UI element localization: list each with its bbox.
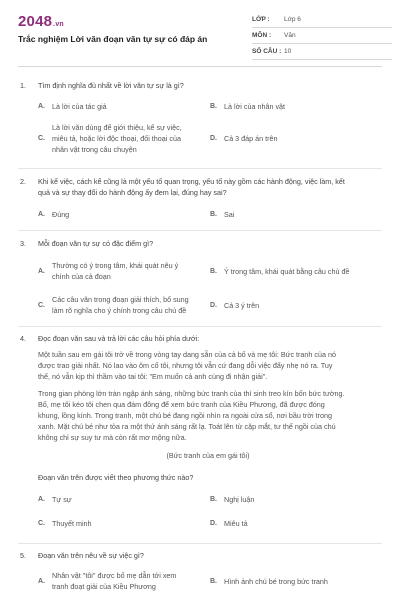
meta-key: LỚP : bbox=[252, 16, 270, 23]
option-text: Sai bbox=[224, 210, 235, 219]
option-text: Cả 3 đáp án trên bbox=[224, 134, 278, 143]
option-4b[interactable] bbox=[210, 494, 254, 505]
question-text bbox=[38, 176, 380, 198]
passage-source: (Bức tranh của em gái tôi) bbox=[166, 451, 250, 460]
option-5a[interactable] bbox=[38, 570, 176, 592]
option-letter: C. bbox=[38, 135, 45, 142]
option-3d[interactable] bbox=[210, 300, 259, 311]
option-text: Hình ảnh chú bé trong bức tranh bbox=[224, 577, 328, 586]
question-line: quả và sự thay đổi do hành động ấy đem lại, đúng hay sai? bbox=[38, 188, 227, 197]
option-letter: B. bbox=[210, 103, 217, 110]
question-number: 5. bbox=[20, 551, 26, 560]
option-letter: A. bbox=[38, 577, 45, 585]
page-title: Trắc nghiệm Lời văn đoạn văn tự sự có đáp án bbox=[18, 34, 208, 44]
meta-key: SỐ CÂU : bbox=[252, 48, 282, 55]
option-line: tranh đoạt giải của Kiều Phương bbox=[52, 582, 156, 591]
option-text bbox=[52, 122, 182, 155]
question-text: Đoạn văn trên nêu về sự việc gì? bbox=[38, 551, 144, 560]
question-text: Đọc đoạn văn sau và trả lời các câu hỏi phía dưới: bbox=[38, 334, 200, 343]
passage-line: Bố, mẹ tôi kéo tôi chen qua đám đông để xem bức tranh của Kiều Phương, đã được đóng bbox=[38, 400, 325, 409]
option-text: Là lời của tác giả bbox=[52, 102, 107, 111]
option-1c[interactable] bbox=[38, 122, 182, 155]
meta-key: MÔN : bbox=[252, 32, 272, 39]
question-3 bbox=[20, 238, 380, 249]
option-letter: B. bbox=[210, 211, 217, 218]
question-5 bbox=[20, 550, 380, 561]
option-letter: A. bbox=[38, 103, 45, 110]
logo-tld: .vn bbox=[53, 21, 64, 28]
passage-line: thế, nó vẫn kịp thì thầm vào tai tôi: "Em muốn cả anh cùng đi nhận giải". bbox=[38, 372, 268, 381]
option-1a[interactable] bbox=[38, 101, 107, 112]
question-number: 4. bbox=[20, 334, 26, 343]
meta-row-subject bbox=[252, 28, 392, 44]
option-letter: B. bbox=[210, 578, 217, 585]
option-text: Ý trong tâm, khái quát bằng câu chủ đề bbox=[224, 267, 350, 276]
meta-value: Lớp 6 bbox=[284, 16, 301, 23]
option-line: miêu tả, hoặc lời độc thoại, đối thoại của bbox=[52, 134, 181, 143]
option-line: nhân vật trong câu chuyện bbox=[52, 145, 137, 154]
question-separator bbox=[18, 543, 382, 544]
meta-table bbox=[252, 12, 392, 60]
question-number: 2. bbox=[20, 177, 26, 186]
sub-question-4 bbox=[20, 472, 380, 483]
option-text: Miêu tả bbox=[224, 519, 248, 528]
option-3a[interactable] bbox=[38, 260, 178, 282]
passage-line: Trong gian phòng lớn tràn ngập ánh sáng, những bức tranh của thí sinh treo kín bốn bức tường. bbox=[38, 389, 345, 398]
option-text: Nghị luận bbox=[224, 495, 255, 504]
option-1d[interactable] bbox=[210, 133, 278, 144]
question-separator bbox=[18, 230, 382, 231]
passage-line: Một tuần sau em gái tôi trở về trong vòng tay dang sẵn của cả bố và mẹ tôi: Bức tranh của nó bbox=[38, 350, 336, 359]
option-letter: A. bbox=[38, 211, 45, 218]
option-text bbox=[52, 570, 176, 592]
question-1 bbox=[20, 80, 380, 91]
meta-value: Văn bbox=[284, 32, 296, 39]
question-line: Khi kể việc, cách kể cũng là một yếu tố quan trọng, yếu tố này gồm các hành động, việc làm, kết bbox=[38, 177, 345, 186]
option-letter: C. bbox=[38, 520, 45, 527]
header-divider bbox=[18, 66, 382, 67]
question-number: 3. bbox=[20, 239, 26, 248]
quiz-content bbox=[0, 70, 400, 600]
option-letter: A. bbox=[38, 496, 45, 503]
passage-line: khung, lồng kính. Trong tranh, một chú bé đang ngồi nhìn ra ngoài cửa sổ, nơi bầu trời trong bbox=[38, 411, 332, 420]
option-letter: D. bbox=[210, 520, 217, 527]
passage-line: được trao giải nhất. Nó lao vào ôm cổ tôi, nhưng tôi vẫn cứ đang dỗi việc đẩy nhẹ nó ra. Tuy bbox=[38, 361, 333, 370]
option-3b[interactable] bbox=[210, 266, 349, 277]
page-header bbox=[0, 0, 400, 66]
option-text bbox=[52, 260, 178, 282]
passage-line: xanh. Mặt chú bé như tỏa ra một thứ ánh sáng rất lạ. Toát lên từ cặp mắt, tư thế ngồi của chú bbox=[38, 422, 336, 431]
question-2 bbox=[20, 176, 380, 198]
option-3c[interactable] bbox=[38, 294, 189, 316]
option-text: Tự sự bbox=[52, 495, 72, 504]
meta-value: 10 bbox=[284, 48, 292, 55]
option-2a[interactable] bbox=[38, 209, 69, 220]
option-2b[interactable] bbox=[210, 209, 234, 220]
option-text: Cả 3 ý trên bbox=[224, 301, 260, 310]
option-1b[interactable] bbox=[210, 101, 285, 112]
option-4d[interactable] bbox=[210, 518, 248, 529]
meta-row-class bbox=[252, 12, 392, 28]
question-text: Đoạn văn trên được viết theo phương thức nào? bbox=[38, 473, 194, 482]
question-text: Tìm định nghĩa đủ nhất về lời văn tự sự là gì? bbox=[38, 81, 184, 90]
reading-passage-paragraph-1 bbox=[38, 349, 378, 382]
option-letter: C. bbox=[38, 301, 45, 309]
option-line: chính của cả đoạn bbox=[52, 272, 111, 281]
option-letter: B. bbox=[210, 496, 217, 503]
option-4a[interactable] bbox=[38, 494, 72, 505]
site-logo[interactable] bbox=[18, 13, 64, 30]
option-text: Đúng bbox=[52, 210, 70, 219]
passage-line: không chỉ sự suy tư mà còn rất mơ mộng nữa. bbox=[38, 433, 187, 442]
option-letter: D. bbox=[210, 135, 217, 142]
meta-row-count bbox=[252, 44, 392, 60]
option-text bbox=[52, 294, 189, 316]
question-4 bbox=[20, 333, 380, 344]
option-line: Nhân vật "tôi" được bố mẹ dẫn tới xem bbox=[52, 571, 177, 580]
option-line: Các câu văn trong đoạn giải thích, bổ sung bbox=[52, 295, 189, 304]
option-line: làm rõ nghĩa cho ý chính trong câu chủ đề bbox=[52, 306, 187, 315]
option-5b[interactable] bbox=[210, 576, 328, 587]
question-separator bbox=[18, 168, 382, 169]
option-line: Là lời văn dùng để giới thiệu, kể sự việc, bbox=[52, 123, 182, 132]
reading-passage-paragraph-2 bbox=[38, 388, 378, 443]
option-text: Thuyết minh bbox=[52, 519, 92, 528]
option-text: Là lời của nhân vật bbox=[224, 102, 286, 111]
option-letter: D. bbox=[210, 302, 217, 309]
option-letter: B. bbox=[210, 268, 217, 275]
option-line: Thường có ý trong tâm, khái quát nêu ý bbox=[52, 261, 179, 270]
option-4c[interactable] bbox=[38, 518, 92, 529]
question-number: 1. bbox=[20, 81, 26, 90]
option-letter: A. bbox=[38, 267, 45, 275]
question-text: Mỗi đoạn văn tự sự có đặc điểm gì? bbox=[38, 239, 154, 248]
logo-text: 2048 bbox=[18, 13, 53, 30]
question-separator bbox=[18, 326, 382, 327]
